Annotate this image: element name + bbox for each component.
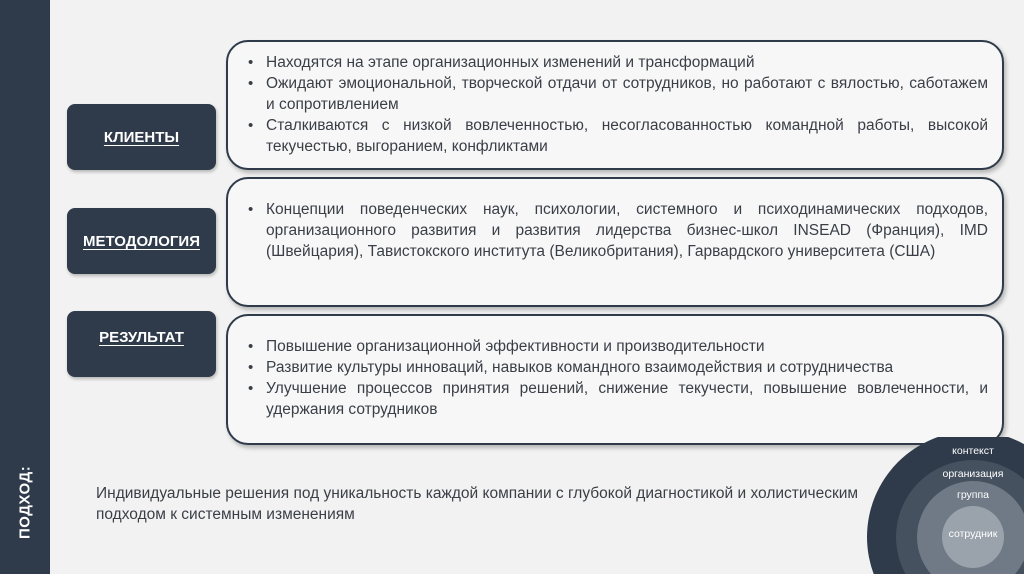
approach-label: ПОДХОД:	[16, 465, 34, 539]
methodology-list	[242, 199, 988, 262]
clients-label-box	[67, 104, 216, 170]
methodology-label-box	[67, 208, 216, 274]
methodology-label: МЕТОДОЛОГИЯ	[83, 232, 200, 250]
list-item: • Сталкиваются с низкой вовлеченностью, несогласованностью командной работы, высокой текучестью, выгоранием, конфликтами	[242, 115, 988, 157]
list-item: • Улучшение процессов принятия решений, снижение текучести, повышение вовлеченности, и удержания сотрудников	[242, 378, 988, 420]
concentric-circles-diagram	[862, 437, 1024, 574]
result-content-box	[226, 314, 1004, 445]
organization-text: организация	[942, 468, 1004, 480]
list-item: • Ожидают эмоциональной, творческой отдачи от сотрудников, но работают с вялостью, саботажем и сопротивлением	[242, 73, 988, 115]
list-item: • Развитие культуры инноваций, навыков командного взаимодействия и сотрудничества	[242, 357, 988, 378]
list-item: • Концепции поведенческих наук, психологии, системного и психодинамических подходов, организационного развития и развития лидерства бизнес-школ INSEAD (Франция), IMD (Швейцария), Тавистокского института (Великобритания), Гарвардского университета (США)	[242, 199, 988, 262]
list-item: • Находятся на этапе организационных изменений и трансформаций	[242, 52, 988, 73]
left-sidebar	[0, 0, 50, 574]
methodology-content-box	[226, 177, 1004, 307]
result-label-box	[67, 311, 216, 377]
clients-label: КЛИЕНТЫ	[103, 128, 180, 146]
result-label: РЕЗУЛЬТАТ	[99, 329, 184, 346]
group-text: группа	[956, 489, 990, 501]
context-text: контекст	[952, 445, 994, 457]
clients-content-box	[226, 40, 1004, 170]
clients-list	[242, 52, 988, 157]
result-list	[242, 336, 988, 420]
summary-text: Индивидуальные решения под уникальность каждой компании с глубокой диагностикой и холистическим подходом к системным изменениям	[96, 485, 859, 523]
list-item: • Повышение организационной эффективности и производительности	[242, 336, 988, 357]
employee-text: сотрудник	[948, 528, 998, 540]
